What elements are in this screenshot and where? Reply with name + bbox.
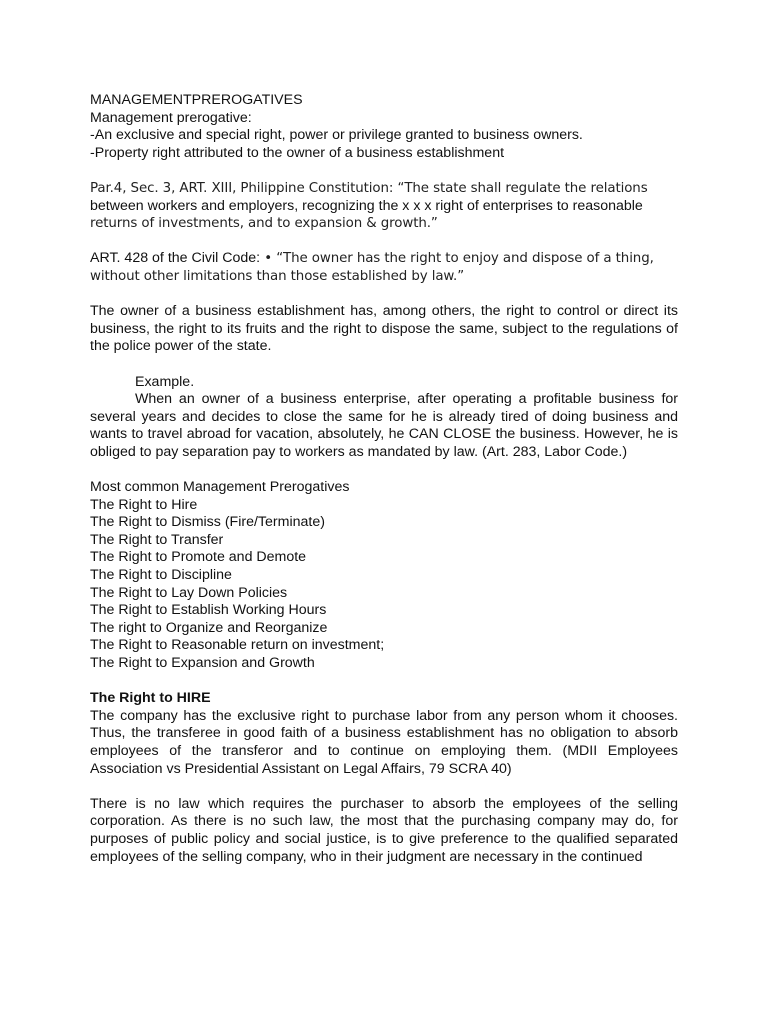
- example-label: Example.: [135, 373, 195, 390]
- constitution-quote-line: between workers and employers, recognizing the x x x right of enterprises to reasonable: [90, 197, 643, 214]
- common-prerogatives-list: [90, 479, 678, 673]
- list-item: The Right to Expansion and Growth: [90, 655, 315, 671]
- civil-code-citation: ART. 428 of the Civil Code:: [90, 250, 261, 267]
- list-item: The Right to Discipline: [90, 567, 232, 584]
- list-item: The Right to Hire: [90, 496, 198, 513]
- list-title: Most common Management Prerogatives: [90, 479, 350, 496]
- constitution-quote: [90, 180, 678, 233]
- civil-code-quote-line: without other limitations than those established by law.”: [90, 268, 465, 284]
- list-item: The Right to Lay Down Policies: [90, 584, 288, 601]
- constitution-citation: Par.4, Sec. 3, ART. XIII, Philippine Constitution:: [90, 180, 394, 196]
- list-item: The right to Organize and Reorganize: [90, 619, 328, 636]
- hire-paragraph: The company has the exclusive right to purchase labor from any person whom it chooses. Thus, the transferee in good faith of a business establishment has no obligation to absorb employees of the transferor and to continue on employing them. (MDII Employees Association vs Presidential Assistant on Legal Affairs, 79 SCRA 40): [90, 707, 678, 777]
- constitution-quote-line: “The state shall regulate the relations: [393, 180, 648, 196]
- list-item: The Right to Promote and Demote: [90, 549, 307, 566]
- definition-item: -Property right attributed to the owner of a business establishment: [90, 144, 505, 161]
- hire-section-title: The Right to HIRE: [90, 690, 211, 707]
- list-item: The Right to Transfer: [90, 531, 224, 548]
- document-page: [90, 92, 678, 866]
- example-paragraph: When an owner of a business enterprise, after operating a profitable business for several years and decides to close the same for he is already tired of doing business and wants to travel abroad for vacation, absolutely, he CAN CLOSE the business. However, he is obliged to pay separation pay to workers as mandated by law. (Art. 283, Labor Code.): [90, 391, 678, 460]
- document-heading: MANAGEMENTPREROGATIVES: [90, 92, 303, 108]
- list-item: The Right to Reasonable return on investment;: [90, 637, 385, 654]
- list-item: The Right to Establish Working Hours: [90, 602, 327, 619]
- constitution-quote-line: returns of investments, and to expansion & growth.”: [90, 216, 438, 232]
- owner-paragraph: The owner of a business establishment has, among others, the right to control or direct its business, the right to its fruits and the right to dispose the same, subject to the regulations of the police power of the state.: [90, 303, 678, 355]
- definition-label: Management prerogative:: [90, 109, 252, 126]
- civil-code-quote: [90, 250, 678, 285]
- definition-item: -An exclusive and special right, power or privilege granted to business owners.: [90, 127, 583, 144]
- list-item: The Right to Dismiss (Fire/Terminate): [90, 514, 325, 531]
- hire-paragraph: There is no law which requires the purchaser to absorb the employees of the selling corporation. As there is no such law, the most that the purchasing company may do, for purposes of public policy and social justice, is to give preference to the qualified separated employees of the selling company, who in their judgment are necessary in the continued: [90, 795, 678, 865]
- civil-code-quote-line: • “The owner has the right to enjoy and dispose of a thing,: [260, 251, 654, 267]
